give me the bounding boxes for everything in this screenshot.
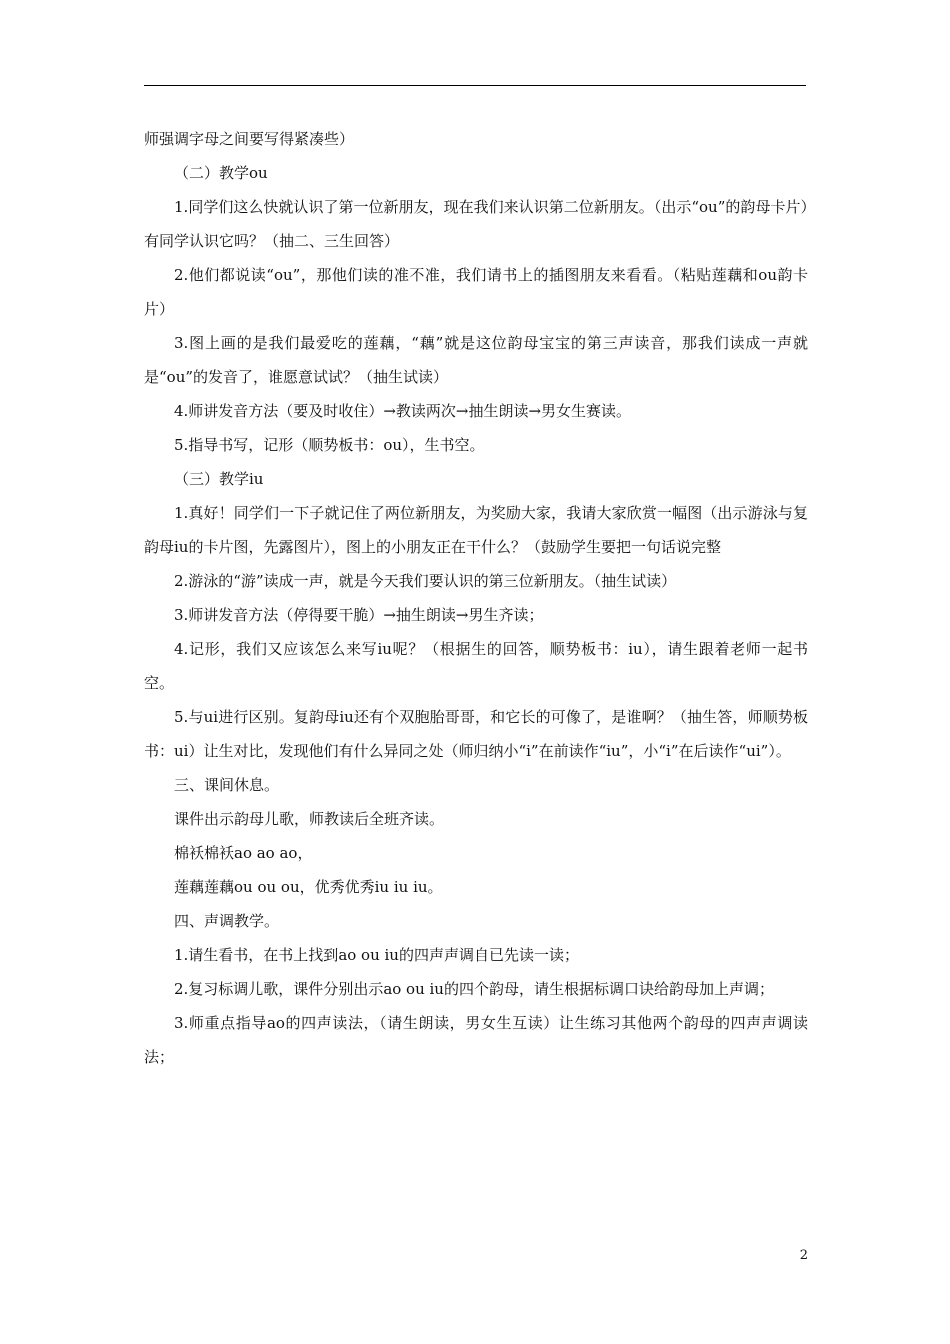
paragraph: 2.游泳的“游”读成一声，就是今天我们要认识的第三位新朋友。（抽生试读）: [174, 572, 677, 590]
section-heading: （三）教学iu: [174, 470, 264, 488]
section-heading: 三、课间休息。: [174, 776, 280, 794]
paragraph: 1.真好！同学们一下子就记住了两位新朋友，为奖励大家，我请大家欣赏一幅图（出示游泳与复韵母iu的卡片图，先露图片），图上的小朋友正在干什么？（鼓励学生要把一句话说完整: [144, 504, 808, 556]
header-rule: [144, 85, 806, 86]
document-body: [144, 122, 808, 1074]
paragraph: 5.指导书写，记形（顺势板书：ou），生书空。: [174, 436, 485, 454]
paragraph: 师强调字母之间要写得紧凑些）: [144, 130, 355, 148]
paragraph: 课件出示韵母儿歌，师教读后全班齐读。: [174, 810, 445, 828]
paragraph: 3.图上画的是我们最爱吃的莲藕，“藕”就是这位韵母宝宝的第三声读音，那我们读成一声就是“ou”的发音了，谁愿意试试？（抽生试读）: [144, 334, 808, 386]
section-heading: （二）教学ou: [174, 164, 268, 182]
rhyme-line: 棉袄棉袄ao ao ao，: [174, 844, 313, 862]
rhyme-line: 莲藕莲藕ou ou ou，优秀优秀iu iu iu。: [174, 878, 443, 896]
paragraph: 5.与ui进行区别。复韵母iu还有个双胞胎哥哥，和它长的可像了，是谁啊？（抽生答，师顺势板书：ui）让生对比，发现他们有什么异同之处（师归纳小“i”在前读作“iu”，小“i”在后读作“ui”）。: [144, 708, 808, 760]
paragraph: 2.复习标调儿歌，课件分别出示ao ou iu的四个韵母，请生根据标调口诀给韵母加上声调；: [174, 980, 774, 998]
page-number: 2: [799, 1248, 808, 1263]
paragraph: 3.师重点指导ao的四声读法，（请生朗读，男女生互读）让生练习其他两个韵母的四声声调读法；: [144, 1014, 808, 1066]
paragraph: 1.同学们这么快就认识了第一位新朋友，现在我们来认识第二位新朋友。（出示“ou”的韵母卡片）有同学认识它吗？（抽二、三生回答）: [144, 198, 808, 250]
paragraph: 1.请生看书，在书上找到ao ou iu的四声声调自已先读一读；: [174, 946, 579, 964]
paragraph: 4.师讲发音方法（要及时收住）→教读两次→抽生朗读→男女生赛读。: [174, 402, 632, 420]
paragraph: 3.师讲发音方法（停得要干脆）→抽生朗读→男生齐读；: [174, 606, 544, 624]
paragraph: 4.记形，我们又应该怎么来写iu呢？（根据生的回答，顺势板书：iu），请生跟着老师一起书空。: [144, 640, 808, 692]
section-heading: 四、声调教学。: [174, 912, 280, 930]
paragraph: 2.他们都说读“ou”，那他们读的准不准，我们请书上的插图朋友来看看。（粘贴莲藕和ou韵卡片）: [144, 266, 808, 318]
